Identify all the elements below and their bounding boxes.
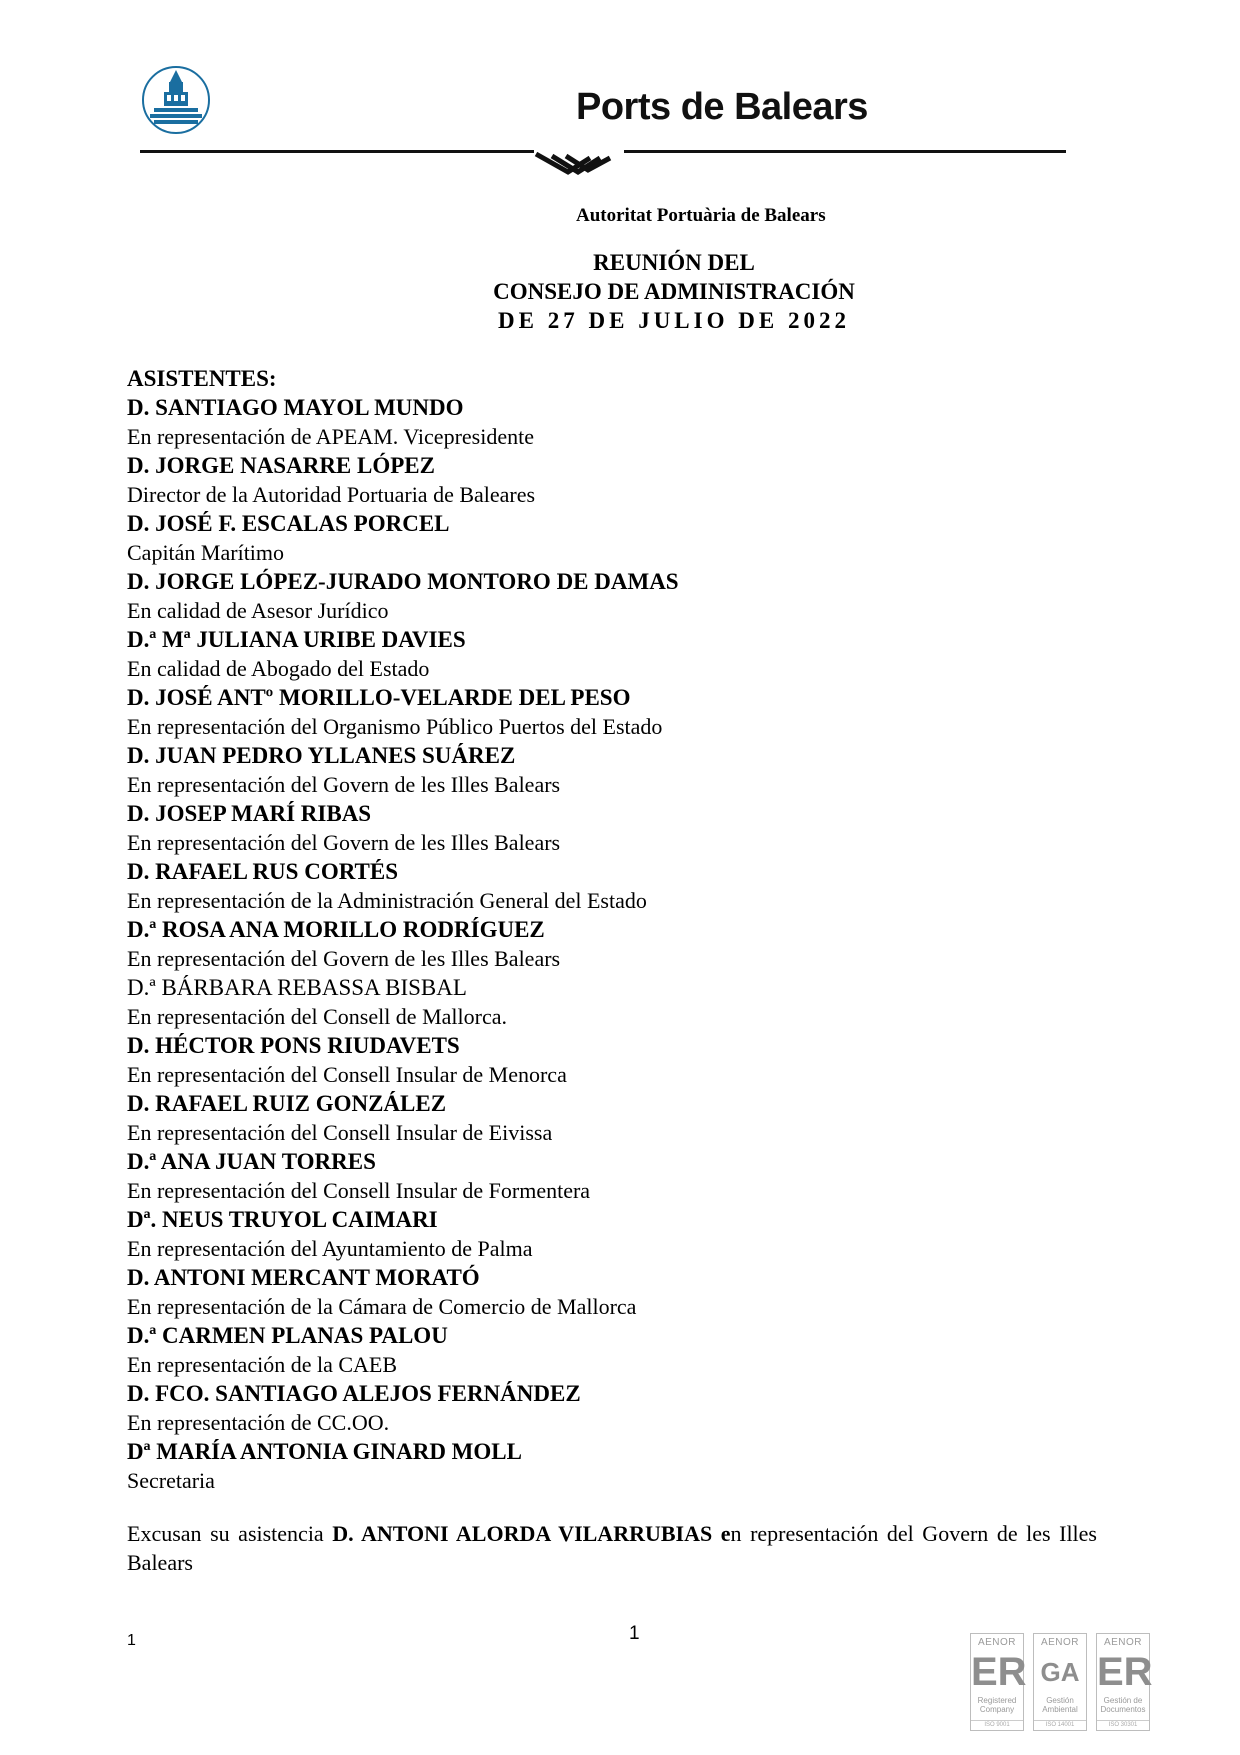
page-number-center: 1 — [629, 1623, 640, 1644]
cert-brand: AENOR — [977, 1637, 1017, 1648]
attendee-name: D. JUAN PEDRO YLLANES SUÁREZ — [127, 743, 516, 768]
attendee-role: En representación del Organismo Público Puertos del Estado — [127, 714, 663, 739]
attendee-name: D.ª Mª JULIANA URIBE DAVIES — [127, 627, 466, 652]
attendee-role: En representación del Govern de les Illes Balears — [127, 830, 561, 855]
attendee-role: En representación de la CAEB — [127, 1352, 398, 1377]
attendee-name: D.ª BÁRBARA REBASSA BISBAL — [127, 975, 467, 1000]
attendee-role: En calidad de Abogado del Estado — [127, 656, 430, 681]
attendee-role: En representación del Consell de Mallorca. — [127, 1004, 507, 1029]
chevron-waves-icon — [534, 142, 624, 192]
attendee-name: D. SANTIAGO MAYOL MUNDO — [127, 395, 464, 420]
attendee-role: En representación del Consell Insular de Eivissa — [127, 1120, 553, 1145]
attendee-name: D. JORGE NASARRE LÓPEZ — [127, 453, 435, 478]
title-line-1: REUNIÓN DEL — [593, 250, 755, 275]
excused-prefix: Excusan su asistencia — [127, 1521, 333, 1546]
cert-caption: Gestión Ambiental — [1042, 1696, 1078, 1714]
attendee-name: D. JOSÉ F. ESCALAS PORCEL — [127, 511, 450, 536]
title-line-3: DE 27 DE JULIO DE 2022 — [498, 308, 850, 333]
aenor-er-icon — [970, 1633, 1027, 1731]
cert-caption: Gestión de Documentos — [1100, 1696, 1146, 1714]
brand-name: Ports de Balears — [576, 86, 868, 128]
attendee-name: D. HÉCTOR PONS RIUDAVETS — [127, 1033, 460, 1058]
attendee-role: Secretaria — [127, 1468, 215, 1493]
attendee-name: Dª MARÍA ANTONIA GINARD MOLL — [127, 1439, 522, 1464]
attendees-heading: ASISTENTES: — [127, 366, 277, 391]
attendee-name: D. RAFAEL RUIZ GONZÁLEZ — [127, 1091, 447, 1116]
attendee-name: D. JOSÉ ANTº MORILLO-VELARDE DEL PESO — [127, 685, 631, 710]
attendee-role: Director de la Autoridad Portuaria de Baleares — [127, 482, 536, 507]
cert-iso: ISO 30301 — [1097, 1720, 1149, 1728]
meeting-title — [0, 248, 1240, 335]
attendee-role: En representación del Govern de les Illes Balears — [127, 946, 561, 971]
attendee-name: D.ª CARMEN PLANAS PALOU — [127, 1323, 448, 1348]
certification-badges — [970, 1633, 1153, 1731]
excused-name: D. ANTONI ALORDA VILARRUBIAS e — [332, 1521, 731, 1546]
aenor-ga-icon — [1033, 1633, 1087, 1731]
cert-mark: GA — [1040, 1657, 1080, 1687]
excused-suffix: n representación del Govern de les Illes Balears — [127, 1521, 1097, 1575]
attendee-name: D. RAFAEL RUS CORTÉS — [127, 859, 398, 884]
cert-brand: AENOR — [1040, 1637, 1080, 1648]
attendee-role: En representación del Consell Insular de Formentera — [127, 1178, 591, 1203]
cert-mark: ER — [971, 1650, 1027, 1694]
attendee-name: D.ª ROSA ANA MORILLO RODRÍGUEZ — [127, 917, 545, 942]
title-line-2: CONSEJO DE ADMINISTRACIÓN — [493, 279, 855, 304]
attendee-name: D.ª ANA JUAN TORRES — [127, 1149, 376, 1174]
aenor-er-icon — [1096, 1633, 1153, 1731]
cert-brand: AENOR — [1103, 1637, 1143, 1648]
authority-name: Autoritat Portuària de Balears — [576, 205, 826, 226]
attendee-name: D. ANTONI MERCANT MORATÓ — [127, 1265, 480, 1290]
attendees-list — [127, 364, 1107, 1495]
attendee-name: D. FCO. SANTIAGO ALEJOS FERNÁNDEZ — [127, 1381, 581, 1406]
attendee-role: En calidad de Asesor Jurídico — [127, 598, 389, 623]
attendee-role: En representación de CC.OO. — [127, 1410, 390, 1435]
attendee-role: En representación de la Cámara de Comercio de Mallorca — [127, 1294, 637, 1319]
page-number-left: 1 — [127, 1632, 136, 1649]
attendee-role: En representación del Govern de les Illes Balears — [127, 772, 561, 797]
cert-mark: ER — [1097, 1650, 1153, 1694]
cert-caption: Registered Company — [977, 1696, 1017, 1714]
attendee-role: En representación del Consell Insular de Menorca — [127, 1062, 567, 1087]
attendee-role: En representación de APEAM. Vicepresidente — [127, 424, 534, 449]
attendee-role: En representación del Ayuntamiento de Palma — [127, 1236, 533, 1261]
cert-iso: ISO 14001 — [1034, 1720, 1086, 1728]
attendee-name: D. JOSEP MARÍ RIBAS — [127, 801, 372, 826]
excused-paragraph — [127, 1519, 1097, 1577]
attendee-name: D. JORGE LÓPEZ-JURADO MONTORO DE DAMAS — [127, 569, 679, 594]
attendee-role: Capitán Marítimo — [127, 540, 285, 565]
attendee-name: Dª. NEUS TRUYOL CAIMARI — [127, 1207, 438, 1232]
cert-iso: ISO 9001 — [971, 1720, 1023, 1728]
lighthouse-port-logo-icon — [140, 64, 212, 136]
attendee-role: En representación de la Administración General del Estado — [127, 888, 647, 913]
